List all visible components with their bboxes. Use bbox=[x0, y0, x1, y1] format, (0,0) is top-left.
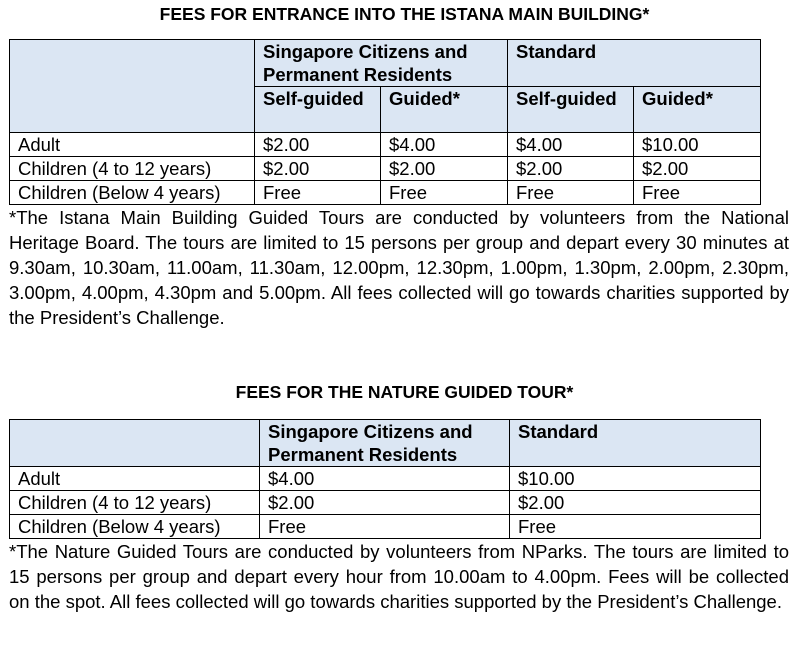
fee-cell: $4.00 bbox=[260, 467, 510, 491]
table-row bbox=[10, 515, 761, 539]
fee-cell: $10.00 bbox=[634, 133, 761, 157]
row-label-children-4-12: Children (4 to 12 years) bbox=[10, 157, 255, 181]
fee-cell: Free bbox=[381, 181, 508, 205]
fee-cell: Free bbox=[508, 181, 634, 205]
header-standard: Standard bbox=[508, 40, 761, 87]
header-empty-cell bbox=[10, 40, 255, 133]
table-row bbox=[10, 491, 761, 515]
fee-cell: $2.00 bbox=[634, 157, 761, 181]
nature-tour-note: *The Nature Guided Tours are conducted by volunteers from NParks. The tours are limited to 15 persons per group and depart every hour from 10.00am to 4.00pm. Fees will be collected on the spot. All fees collected will go towards charities supported by the President’s Challenge. bbox=[9, 541, 789, 612]
istana-fees-table bbox=[9, 39, 761, 205]
fee-cell: $2.00 bbox=[508, 157, 634, 181]
header-citizens: Singapore Citizens and Permanent Residents bbox=[260, 420, 510, 467]
fee-cell: $2.00 bbox=[381, 157, 508, 181]
table-row bbox=[10, 157, 761, 181]
nature-tour-fees-table bbox=[9, 419, 761, 539]
fee-cell: $10.00 bbox=[510, 467, 761, 491]
fee-cell: Free bbox=[255, 181, 381, 205]
fee-cell: $4.00 bbox=[508, 133, 634, 157]
header-citizens: Singapore Citizens and Permanent Residents bbox=[255, 40, 508, 87]
subheader-standard-self-guided: Self-guided bbox=[508, 87, 634, 133]
fee-cell: $2.00 bbox=[510, 491, 761, 515]
table-row bbox=[10, 133, 761, 157]
header-standard: Standard bbox=[510, 420, 761, 467]
row-label-adult: Adult bbox=[10, 467, 260, 491]
fee-cell: $2.00 bbox=[260, 491, 510, 515]
row-label-children-4-12: Children (4 to 12 years) bbox=[10, 491, 260, 515]
subheader-standard-guided: Guided* bbox=[634, 87, 761, 133]
subheader-citizens-guided: Guided* bbox=[381, 87, 508, 133]
subheader-citizens-self-guided: Self-guided bbox=[255, 87, 381, 133]
fee-cell: $4.00 bbox=[381, 133, 508, 157]
istana-fees-title: FEES FOR ENTRANCE INTO THE ISTANA MAIN BUILDING* bbox=[159, 4, 650, 24]
row-label-children-below-4: Children (Below 4 years) bbox=[10, 181, 255, 205]
fee-cell: Free bbox=[634, 181, 761, 205]
fee-cell: Free bbox=[260, 515, 510, 539]
istana-fees-note: *The Istana Main Building Guided Tours are conducted by volunteers from the National Heritage Board. The tours are limited to 15 persons per group and depart every 30 minutes at 9.30am, 10.30am, 11.00am, 11.30am, 12.00pm, 12.30pm, 1.00pm, 1.30pm, 2.00pm, 2.30pm, 3.00pm, 4.00pm, 4.30pm and 5.00pm. All fees collected will go towards charities supported by the President’s Challenge. bbox=[9, 207, 789, 328]
row-label-adult: Adult bbox=[10, 133, 255, 157]
table-row bbox=[10, 181, 761, 205]
fee-cell: $2.00 bbox=[255, 133, 381, 157]
fee-cell: $2.00 bbox=[255, 157, 381, 181]
table-row bbox=[10, 467, 761, 491]
header-empty-cell bbox=[10, 420, 260, 467]
fee-cell: Free bbox=[510, 515, 761, 539]
nature-tour-title: FEES FOR THE NATURE GUIDED TOUR* bbox=[235, 382, 574, 402]
row-label-children-below-4: Children (Below 4 years) bbox=[10, 515, 260, 539]
table-header-row bbox=[10, 420, 761, 467]
table-header-row bbox=[10, 40, 761, 87]
